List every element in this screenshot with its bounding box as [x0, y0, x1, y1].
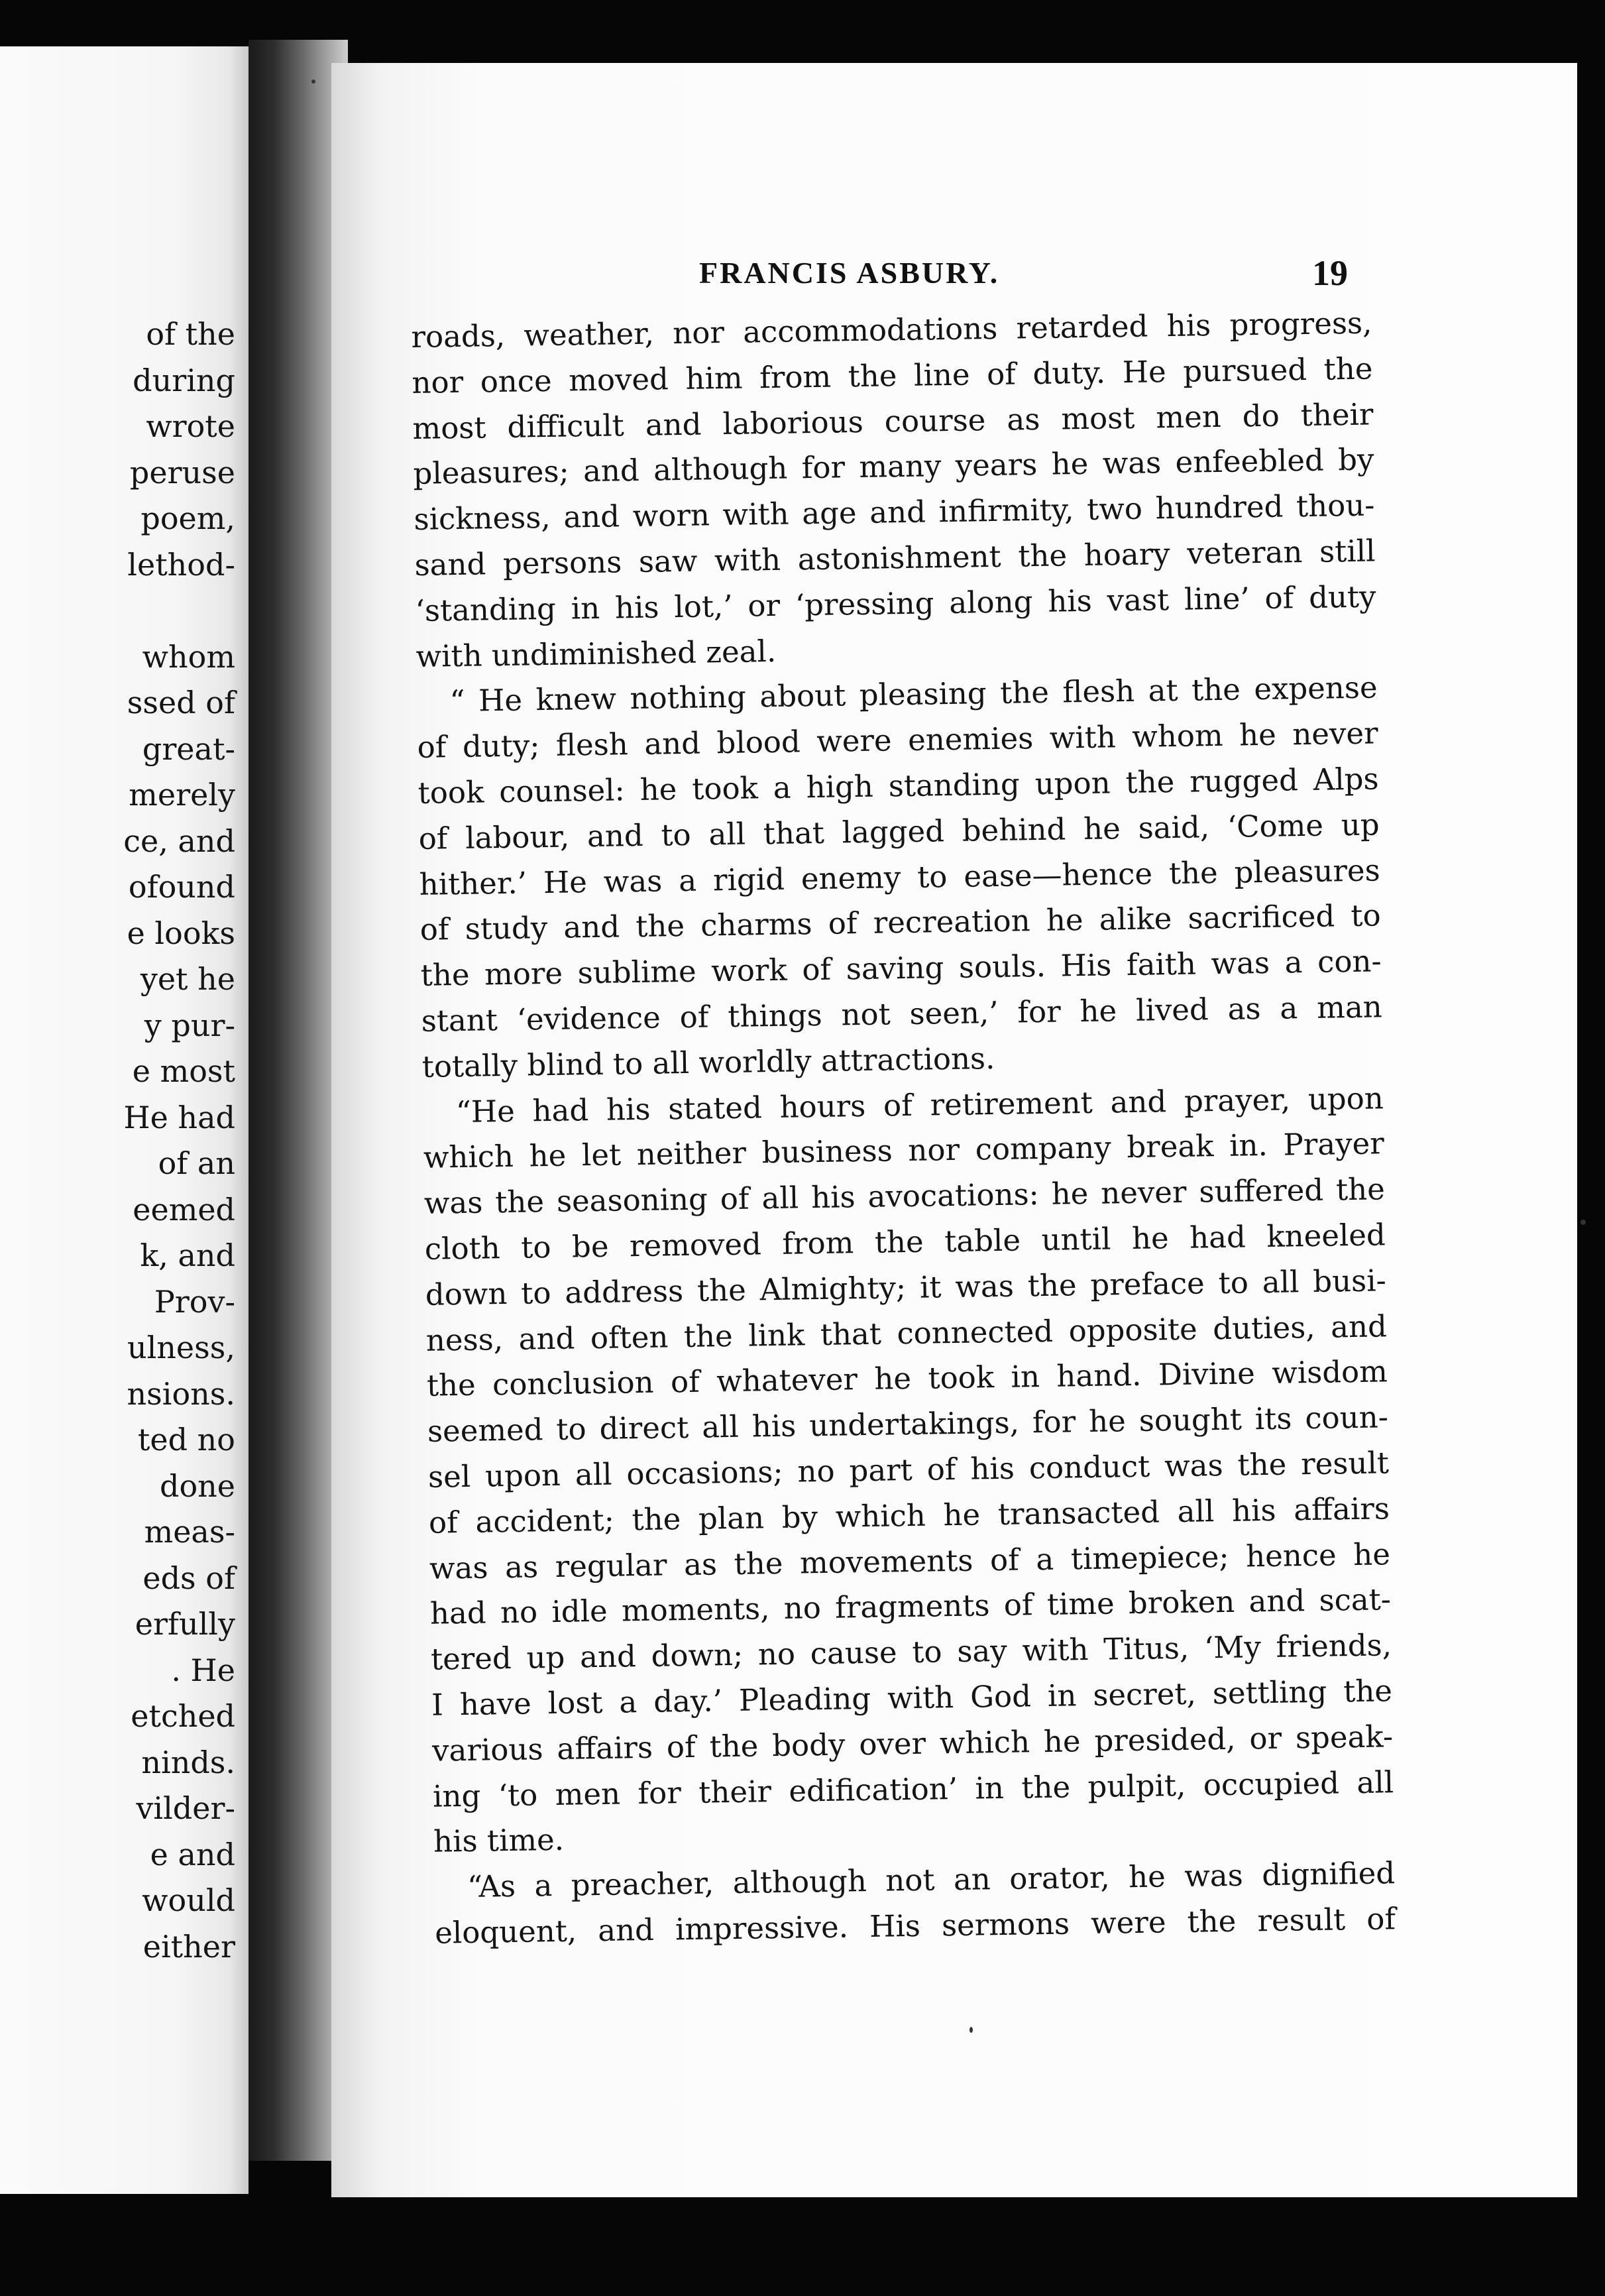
left-page-line: of an [158, 1145, 235, 1181]
left-page-line: eds of [142, 1560, 235, 1596]
left-page-line: ssed of [127, 685, 235, 720]
paragraph [416, 665, 1383, 1090]
text-line: sickness, and worn with age and infirmity, two hundred thou- [414, 487, 1375, 538]
right-page [331, 63, 1577, 2197]
left-page-line: of the [146, 316, 235, 352]
body-text [411, 300, 1396, 1956]
left-page-line: ulness, [127, 1330, 235, 1365]
left-page-line: Prov- [154, 1283, 235, 1320]
left-page-line: ce, and [123, 823, 235, 859]
text-line: nor once moved him from the line of duty. He pursued the [412, 351, 1373, 400]
text-line: ing ‘to men for their edification’ in the pulpit, occupied all [432, 1764, 1394, 1814]
scan-speck [311, 80, 315, 84]
text-line: of study and the charms of recreation he alike sacrificed to [419, 897, 1381, 948]
left-page-line: during [133, 362, 235, 398]
text-line: pleasures; and although for many years he was enfeebled by [413, 441, 1374, 492]
left-page-line: ninds. [141, 1744, 235, 1780]
left-page-line: yet he [140, 961, 235, 997]
text-line: had no idle moments, no fragments of time broken and scat- [429, 1581, 1392, 1632]
left-page-line: meas- [144, 1514, 235, 1550]
scan-speck [969, 2027, 973, 2033]
text-line: of labour, and to all that lagged behind he said, ‘Come up [418, 807, 1380, 856]
text-line: “As a preacher, although not an orator, he was dignified [467, 1855, 1396, 1905]
left-page-line: ofound [128, 869, 235, 905]
left-page-line: e most [132, 1053, 235, 1089]
text-line: most difficult and laborious course as most men do their [412, 396, 1374, 446]
left-page-text-column [10, 312, 235, 1970]
text-line: “ He knew nothing about pleasing the flesh at the expense [449, 669, 1378, 719]
page-number: 19 [1312, 253, 1348, 293]
text-line: sand persons saw with astonishment the hoary veteran still [414, 533, 1376, 583]
left-page-line: k, and [140, 1237, 235, 1273]
left-page-line: poem, [140, 500, 235, 536]
text-line: roads, weather, nor accommodations retarded his progress, [411, 305, 1372, 355]
running-head [331, 255, 1577, 308]
left-page-line: either [142, 1928, 235, 1965]
paragraph [434, 1851, 1396, 1956]
text-line: his time. [433, 1822, 565, 1860]
left-page-line: whom [142, 638, 235, 675]
left-page-line: great- [142, 730, 235, 767]
text-line: of accident; the plan by which he transacted all his affairs [428, 1491, 1390, 1540]
text-line: the conclusion of whatever he took in hand. Divine wisdom [426, 1353, 1388, 1404]
text-line: tered up and down; no cause to say with Titus, ‘My friends, [430, 1627, 1392, 1677]
text-line: down to address the Almighty; it was the preface to all busi- [425, 1263, 1387, 1312]
left-page-line: wrote [146, 408, 235, 444]
left-page-line: e and [150, 1836, 235, 1872]
paragraph [411, 300, 1377, 679]
text-line: stant ‘evidence of things not seen,’ for he lived as a man [421, 989, 1383, 1039]
left-page-line: etched [131, 1698, 235, 1734]
text-line: various affairs of the body over which he presided, or speak- [431, 1718, 1394, 1768]
running-title: FRANCIS ASBURY. [699, 256, 1000, 290]
text-line: took counsel: he took a high standing upon the rugged Alps [417, 761, 1379, 811]
paragraph [422, 1076, 1394, 1865]
left-page-line: erfully [135, 1606, 235, 1642]
text-line: cloth to be removed from the table until he had kneeled [424, 1217, 1386, 1267]
left-page-line: peruse [129, 454, 235, 490]
left-page-line: done [160, 1467, 235, 1504]
scan-speck [1580, 1220, 1586, 1225]
left-page-line: y pur- [144, 1007, 235, 1043]
left-page-line: nsions. [127, 1375, 235, 1412]
left-page-line: vilder- [136, 1790, 235, 1826]
text-line: “He had his stated hours of retirement and prayer, upon [455, 1080, 1384, 1129]
text-line: seemed to direct all his undertakings, for he sought its coun- [427, 1399, 1389, 1449]
left-page-line: lethod- [127, 546, 235, 583]
text-line: sel upon all occasions; no part of his conduct was the result [427, 1445, 1390, 1495]
text-line: hither.’ He was a rigid enemy to ease—hence the pleasures [419, 852, 1380, 902]
left-page-line [10, 588, 235, 634]
text-line: totally blind to all worldly attractions. [421, 1040, 995, 1084]
left-page-line: ted no [137, 1422, 235, 1458]
text-line: with undiminished zeal. [415, 633, 777, 674]
left-page-line: He had [123, 1099, 235, 1135]
left-page-fragment [0, 46, 249, 2194]
text-line: I have lost a day.’ Pleading with God in secret, settling the [431, 1673, 1393, 1723]
left-page-line: . He [171, 1652, 235, 1688]
left-page-line: would [142, 1882, 235, 1918]
left-page-line: merely [129, 777, 235, 813]
text-line: the more sublime work of saving souls. His faith was a con- [420, 943, 1382, 994]
text-line: ness, and often the link that connected opposite duties, and [425, 1308, 1388, 1358]
text-line: ‘standing in his lot,’ or ‘pressing along his vast line’ of duty [415, 579, 1376, 628]
text-line: which he let neither business nor company break in. Prayer [423, 1125, 1385, 1176]
text-line: was the seasoning of all his avocations: he never suffered the [423, 1171, 1386, 1221]
text-line: of duty; flesh and blood were enemies with whom he never [417, 715, 1378, 766]
text-line: eloquent, and impressive. His sermons were the result of [434, 1901, 1396, 1951]
text-line: was as regular as the movements of a timepiece; hence he [429, 1536, 1391, 1586]
left-page-line: eemed [133, 1191, 235, 1228]
left-page-line: e looks [127, 915, 235, 951]
